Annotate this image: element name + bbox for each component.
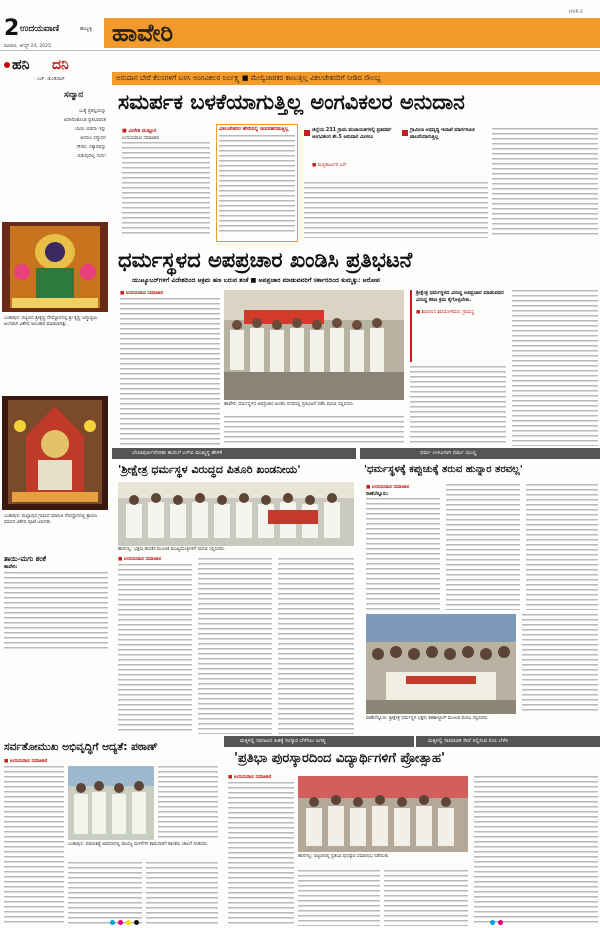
district-banner [104,18,600,48]
bottom-tag-left [224,736,414,747]
award-photo [298,776,468,852]
stat-credit: ■ ಮಲ್ಲಿಕಾರ್ಜುನ ಎಸ್. [312,163,348,168]
petition-caption: ಹಾನಗಲ್ಲ: ಭಕ್ತರು ಶಾಸಕರ ಮೂಲಕ ಮುಖ್ಯಮಂತ್ರಿಗಳಿಗೆ ಮನವಿ ಸಲ್ಲಿಸಿದರು. [118,547,226,552]
award-image [298,776,468,852]
brand-hani: ಹನಿ [12,57,30,73]
bottom-right-headline: 'ಪ್ರತಿಭಾ ಪುರಸ್ಕಾರದಿಂದ ವಿದ್ಯಾರ್ಥಿಗಳಿಗೆ ಪ್ರೋತ್ಸಾಹ' [234,751,445,766]
lead-story [112,86,600,242]
mid-right-headline: 'ಧರ್ಮಸ್ಥಳಕ್ಕೆ ಕಪ್ಪುಚುಕ್ಕೆ ತರುವ ಹುನ್ನಾರ ತರವಲ್ಲ' [364,464,523,475]
second-body-col-1 [120,298,220,446]
registration-marks [110,920,510,926]
inauguration-image [68,766,154,840]
mid-right-tag [360,448,600,459]
mid-right-col-1 [366,498,440,610]
bottom-right-col-1 [228,782,294,926]
bottom-tag-right [416,736,600,747]
bottom-left-byline: ■ ಉದಯವಾಣಿ ಸಮಾಚಾರ [4,759,48,764]
column-poem [34,107,106,161]
cyan-mark [110,920,115,925]
second-subhead: ಯುಟ್ಯೂಬರ್‌ಗಳಿಗೆ ವಿದೇಶದಿಂದ ಆಕ್ರಮ ಹಣ ಬರುವ ಶಂಕೆ ■ ಅಪಪ್ರಚಾರ ಮಾಡುವವರಿಗೆ ಸರ್ಕಾರದಿಂದ ಕುಮ್ಮಕ್ಕು: ಆರೋಪ [132,277,380,284]
mid-left-tag-text: ಬೇಲಾಪುರ್ಣದೇವತಾ ಹುದುಗೆ ಎಸ್‌ಐ ಮುಖ್ಯಸ್ಥ ಹೇಳಿಕೆ [132,450,222,456]
second-body-col-3 [410,366,506,446]
magenta-mark [498,920,503,925]
poem-line: ಬಿಡುವುದಿಲ್ಲ ನಂದಿ! [77,154,106,159]
small-story [4,554,108,654]
petition-image [118,482,354,546]
rally-image [366,614,516,714]
magenta-mark [118,920,123,925]
district-title: ಹಾವೇರಿ [112,19,174,47]
mid-right-tag-text: ಧರ್ಮ ಉಳಿವಿಗಾಗಿ ಧರ್ಮ ಯುದ್ಧ [420,450,477,456]
mid-left-byline: ■ ಉದಯವಾಣಿ ಸಮಾಚಾರ [118,557,162,562]
bottom-tag-left-text: ಮಕ್ಕಳಲ್ಲಿ ಸಮಾಜದ ಹಿತಕ್ಕೆ ಸಂಸ್ಕಾರ ಬೆಳೆಸಲು ಅಗತ್ಯ [240,738,326,744]
bottom-tag-right-text: ಮಕ್ಕಳಲ್ಲಿ ಸಾಮಾಜಿಕ ಸೇವೆ ಸಲ್ಲಿಸುವ ಗುಣ ಬೆಳೆಸಿ [428,738,508,744]
poem-line: ಖರೀದಿಸಿಕೊಂಡ ಪ್ರತಿಭಾವಂತ [64,118,106,123]
yellow-mark [126,920,131,925]
bottom-right-byline: ■ ಉದಯವಾಣಿ ಸಮಾಚಾರ [228,775,272,780]
bottom-left-col-4 [146,862,218,926]
quote-box [410,290,506,362]
page-number: 2 [4,16,20,41]
bottom-left-col-3 [68,862,142,926]
black-mark [134,920,139,925]
protest-caption: ಹಾವೇರಿ: ಧರ್ಮಸ್ಥಳದ ಅಪಪ್ರಚಾರ ಖಂಡಿಸಿ ನಗರದಲ್ಲಿ ಪ್ರತಿಭಟನೆ ನಡೆಸಿ ಮನವಿ ಸಲ್ಲಿಸಿದರು. [224,402,355,407]
lead-info-box [216,124,298,242]
info-box-text [219,135,295,235]
top-strip-text: ಅನುದಾನ ಬೇರೆ ಕೆಲಸಗಳಿಗೆ ಬಳಸಿ ಅಂಗವಿಕಲರ ನಿರ್ಲಕ್ಷ್ಯ ■ ಮೇಲ್ವಿಚಾರಕರ ಕಾಣುತ್ತಿಲ್ಲ ವಿಕಲಚೇತನರಿಗೆ ನೀಡಿದ ಸೌಲಭ್ಯ [116,74,381,82]
mid-left-story [112,448,356,736]
inauguration-photo [68,766,154,840]
header-rule [0,50,600,51]
rally-photo [366,614,516,714]
quote-text: ಶ್ರೀಕ್ಷೇತ್ರ ಧರ್ಮಸ್ಥಳದ ವಿರುದ್ಧ ಅಪಪ್ರಚಾರ ಮಾಡುವವರ ವಿರುದ್ಧ ಕಠಿಣ ಕ್ರಮ ಕೈಗೊಳ್ಳಬೇಕು. [416,290,504,303]
poem-line: ಬಾಯಿ ಬಿಡದಾ ಇನ್ನು [75,127,106,132]
second-body-col-4 [512,290,598,446]
lead-body-bottom [304,182,488,238]
column-author: - ಎಚ್. ಡುಂಡಿರಾಜ್ [34,77,65,82]
mid-left-headline: 'ಶ್ರೀಕ್ಷೇತ್ರ ಧರ್ಮಸ್ಥಳ ವಿರುದ್ಧದ ಪಿತೂರಿ ಖಂಡನೀಯ' [118,463,301,476]
quote-author: ■ ಶಿವಾನಂದ ಶಿವಯೋಗಿಮಠ, ಗ್ರಾಮಸ್ಥ [416,310,474,315]
idol-caption-2: ಬಂಕಾಪುರ: ಮಲ್ಲಾಪುರ ಗ್ರಾಮದ ಮಾರುತಿ ದೇವಸ್ಥಾನದಲ್ಲಿ ಶ್ರಾವಣ ಮಾಸದ ವಿಶೇಷ ಪೂಜೆ ಜರುಗಿತು. [4,514,98,525]
protest-photo [224,290,404,400]
small-story-dateline: ಹಾವೇರಿ: [4,565,18,570]
mid-right-story [360,448,600,736]
idol-caption-1: ಬಂಕಾಪುರ: ಪಟ್ಟಣದ ಶ್ರೀಕೃಷ್ಣ ದೇವಸ್ಥಾನದಲ್ಲಿ ಶ್ರೀ ಕೃಷ್ಣ ಜನ್ಮಾಷ್ಟಮಿ ಅಂಗವಾಗಿ ವಿಶೇಷ ಅಲಂಕಾರ ಮಾಡಲಾಗಿತ್ತು. [4,316,98,327]
small-story-title: ತಾಯಿ-ಮಗು ಶಂಕೆ [4,555,47,563]
idol-image-2 [2,396,108,510]
brand-dot-icon [4,62,10,68]
second-byline: ■ ಉದಯವಾಣಿ ಸಮಾಚಾರ [120,291,164,296]
mid-left-col-1 [118,564,192,734]
bottom-left-headline: ಸರ್ವತೋಮುಖ ಅಭಿವೃದ್ಧಿಗೆ ಆದ್ಯತೆ: ಪಠಾಣ್ [4,741,158,753]
column-title: ಸನ್ಮಾನ [64,90,84,100]
warning-icon [304,130,310,136]
bottom-right-col-4 [474,776,598,926]
mid-right-col-4 [522,614,598,714]
top-strip [112,72,600,85]
cyan-mark [490,920,495,925]
award-caption: ಹಾನಗಲ್ಲ: ಪಟ್ಟಣದಲ್ಲಿ ಪ್ರತಿಭಾ ಪುರಸ್ಕಾರ ಸಮಾರಂಭ ನಡೆಯಿತು. [298,854,390,859]
bottom-right-col-3 [384,870,468,926]
bottom-left-col-2 [158,766,218,840]
bottom-right-col-2 [298,870,380,926]
mid-right-col-2 [446,484,520,610]
mid-right-byline: ■ ಉದಯವಾಣಿ ಸಮಾಚಾರ [366,485,410,490]
idol-photo-2 [2,396,108,510]
small-story-body [4,572,108,652]
bottom-left-story [0,738,220,928]
page-header [0,0,600,62]
petition-photo [118,482,354,546]
corner-code: HVR-2 [569,10,583,15]
lead-body-col-1 [122,142,210,236]
info-box-title: ವಿಕಲಚೇತನರ ಹೆಸರಿನಲ್ಲಿ ಜೀವನಹರಡುತ್ತಿಲ್ಲ [217,125,297,133]
idol-photo-1 [2,222,108,312]
idol-image-1 [2,222,108,312]
brand-dani: ದನಿ [52,57,69,73]
lead-headline: ಸಮರ್ಪಕ ಬಳಕೆಯಾಗುತ್ತಿಲ್ಲ ಅಂಗವಿಕಲರ ಅನುದಾನ [118,90,465,114]
stat-text-2: ಗ್ರಾಮೀಣ ಅಭಿವೃದ್ಧಿ ಇಲಾಖೆ ಮಾರ್ಗಸೂಚಿ ಪಾಲನೆಯಾಗುತ್ತಿಲ್ಲ [410,128,475,140]
stat-text-1: ಜಿಲ್ಲೆಯ 231 ಗ್ರಾಮ ಪಂಚಾಯತಿಗಳಲ್ಲಿ ಪ್ರತಿವರ್ಷ ಅಂಗವಿಕಲರ ಶೇ.5 ಅನುದಾನ ಮೀಸಲು [312,128,392,140]
mid-left-col-2 [198,558,272,734]
bottom-right-story [224,736,600,928]
mid-right-col-3 [526,484,598,610]
header-date: ರವಿವಾರ, ಆಗಸ್ಟ್ 24, 2025 [4,44,52,49]
paper-name: ಉದಯವಾಣಿ [20,24,60,34]
mid-right-dateline: ರಾಣೆಬೆನ್ನೂರು: [366,492,389,497]
warning-icon [402,130,408,136]
mid-left-tag [112,448,356,459]
inauguration-caption: ಬಂಕಾಪುರ: ಮಾರುಕಟ್ಟೆ ಆವರಣದಲ್ಲಿ ವಾಣಿಜ್ಯ ಮಳಿಗೆಗಳ ಕಾಮಗಾರಿಗೆ ಶಾಸಕರು ಚಾಲನೆ ನೀಡಿದರು. [68,842,209,847]
stat-box-1 [304,128,396,174]
bottom-left-col-1 [4,766,64,926]
poem-line: ಆದರೂ ಸನ್ಮಾನದ [80,136,106,141]
lead-byline: ■ ವೀರೇಶ ಮಡ್ಲೂರ [122,128,157,134]
poem-line: ಗೌರವ, ಸತ್ಕಾರವನ್ನು [76,145,106,150]
hani-dani-column [4,56,106,221]
lead-body-col-right [492,128,598,238]
protest-image [224,290,404,400]
rally-caption: ರಾಣೆಬೆನ್ನೂರು: ಶ್ರೀಕ್ಷೇತ್ರ ಧರ್ಮಸ್ಥಳ ಭಕ್ತರು ತಹಶೀಲ್ದಾರ್ ಮೂಲಕ ಮನವಿ ಸಲ್ಲಿಸಿದರು. [366,716,489,721]
edition-label: ಹುಬ್ಬಳ್ಳಿ [80,26,93,32]
lead-byline-sub: ಉದಯವಾಣಿ ಸಮಾಚಾರ [122,136,160,141]
second-story [112,244,600,448]
second-headline: ಧರ್ಮಸ್ಥಳದ ಅಪಪ್ರಚಾರ ಖಂಡಿಸಿ ಪ್ರತಿಭಟನೆ [118,248,413,272]
second-body-col-2 [224,416,404,446]
stat-box-2 [402,128,484,174]
mid-left-col-3 [278,558,354,734]
poem-line: ಬುಕ್ಕೆ ಪ್ರಶಸ್ತಿಯನ್ನು [79,109,106,114]
